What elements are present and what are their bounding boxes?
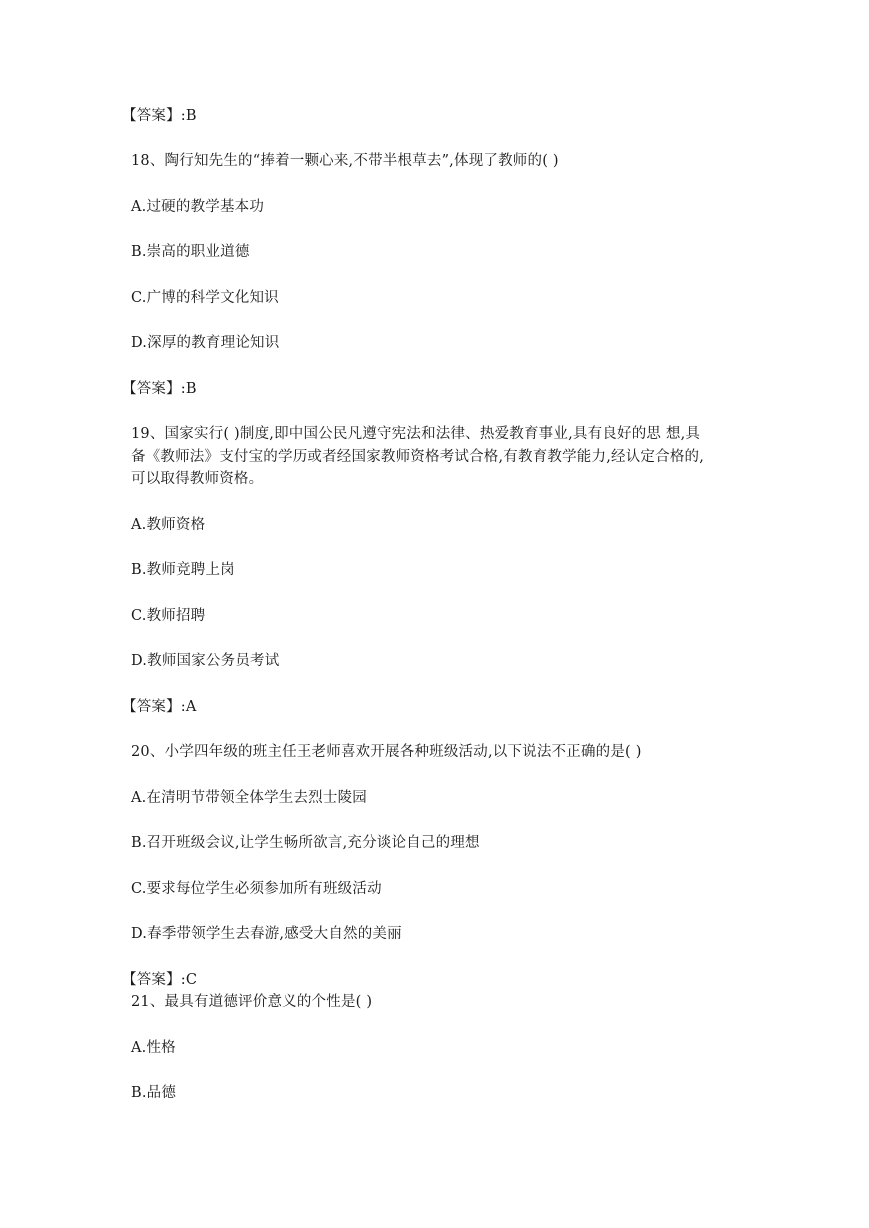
option-20b: B.召开班级会议,让学生畅所欲言,充分谈论自己的理想 xyxy=(131,835,480,851)
answer-18: 【答案】:B xyxy=(122,381,197,397)
option-20a: A.在清明节带领全体学生去烈士陵园 xyxy=(131,790,367,806)
question-19-line-2: 备《教师法》支付宝的学历或者经国家教师资格考试合格,有教育教学能力,经认定合格的, xyxy=(131,449,705,465)
question-19-line-1: 19、国家实行( )制度,即中国公民凡遵守宪法和法律、热爱教育事业,具有良好的思 想,具 xyxy=(131,426,701,442)
question-20: 20、小学四年级的班主任王老师喜欢开展各种班级活动,以下说法不正确的是( ) xyxy=(131,744,642,760)
question-18: 18、陶行知先生的“捧着一颗心来,不带半根草去”,体现了教师的( ) xyxy=(131,153,559,169)
option-20d: D.春季带领学生去春游,感受大自然的美丽 xyxy=(131,926,402,942)
option-19d: D.教师国家公务员考试 xyxy=(131,653,280,669)
option-20c: C.要求每位学生必须参加所有班级活动 xyxy=(131,881,382,897)
question-21: 21、最具有道德评价意义的个性是( ) xyxy=(131,994,373,1010)
option-19c: C.教师招聘 xyxy=(131,608,206,624)
option-19a: A.教师资格 xyxy=(131,517,206,533)
answer-20: 【答案】:C xyxy=(122,972,198,988)
question-19-line-3: 可以取得教师资格。 xyxy=(131,471,264,487)
option-19b: B.教师竞聘上岗 xyxy=(131,562,235,578)
option-18d: D.深厚的教育理论知识 xyxy=(131,335,280,351)
option-18a: A.过硬的教学基本功 xyxy=(131,199,265,215)
option-18c: C.广博的科学文化知识 xyxy=(131,290,279,306)
option-21b: B.品德 xyxy=(131,1085,177,1101)
option-21a: A.性格 xyxy=(131,1040,176,1056)
answer-17: 【答案】:B xyxy=(122,108,197,124)
answer-19: 【答案】:A xyxy=(122,699,197,715)
option-18b: B.崇高的职业道德 xyxy=(131,244,250,260)
